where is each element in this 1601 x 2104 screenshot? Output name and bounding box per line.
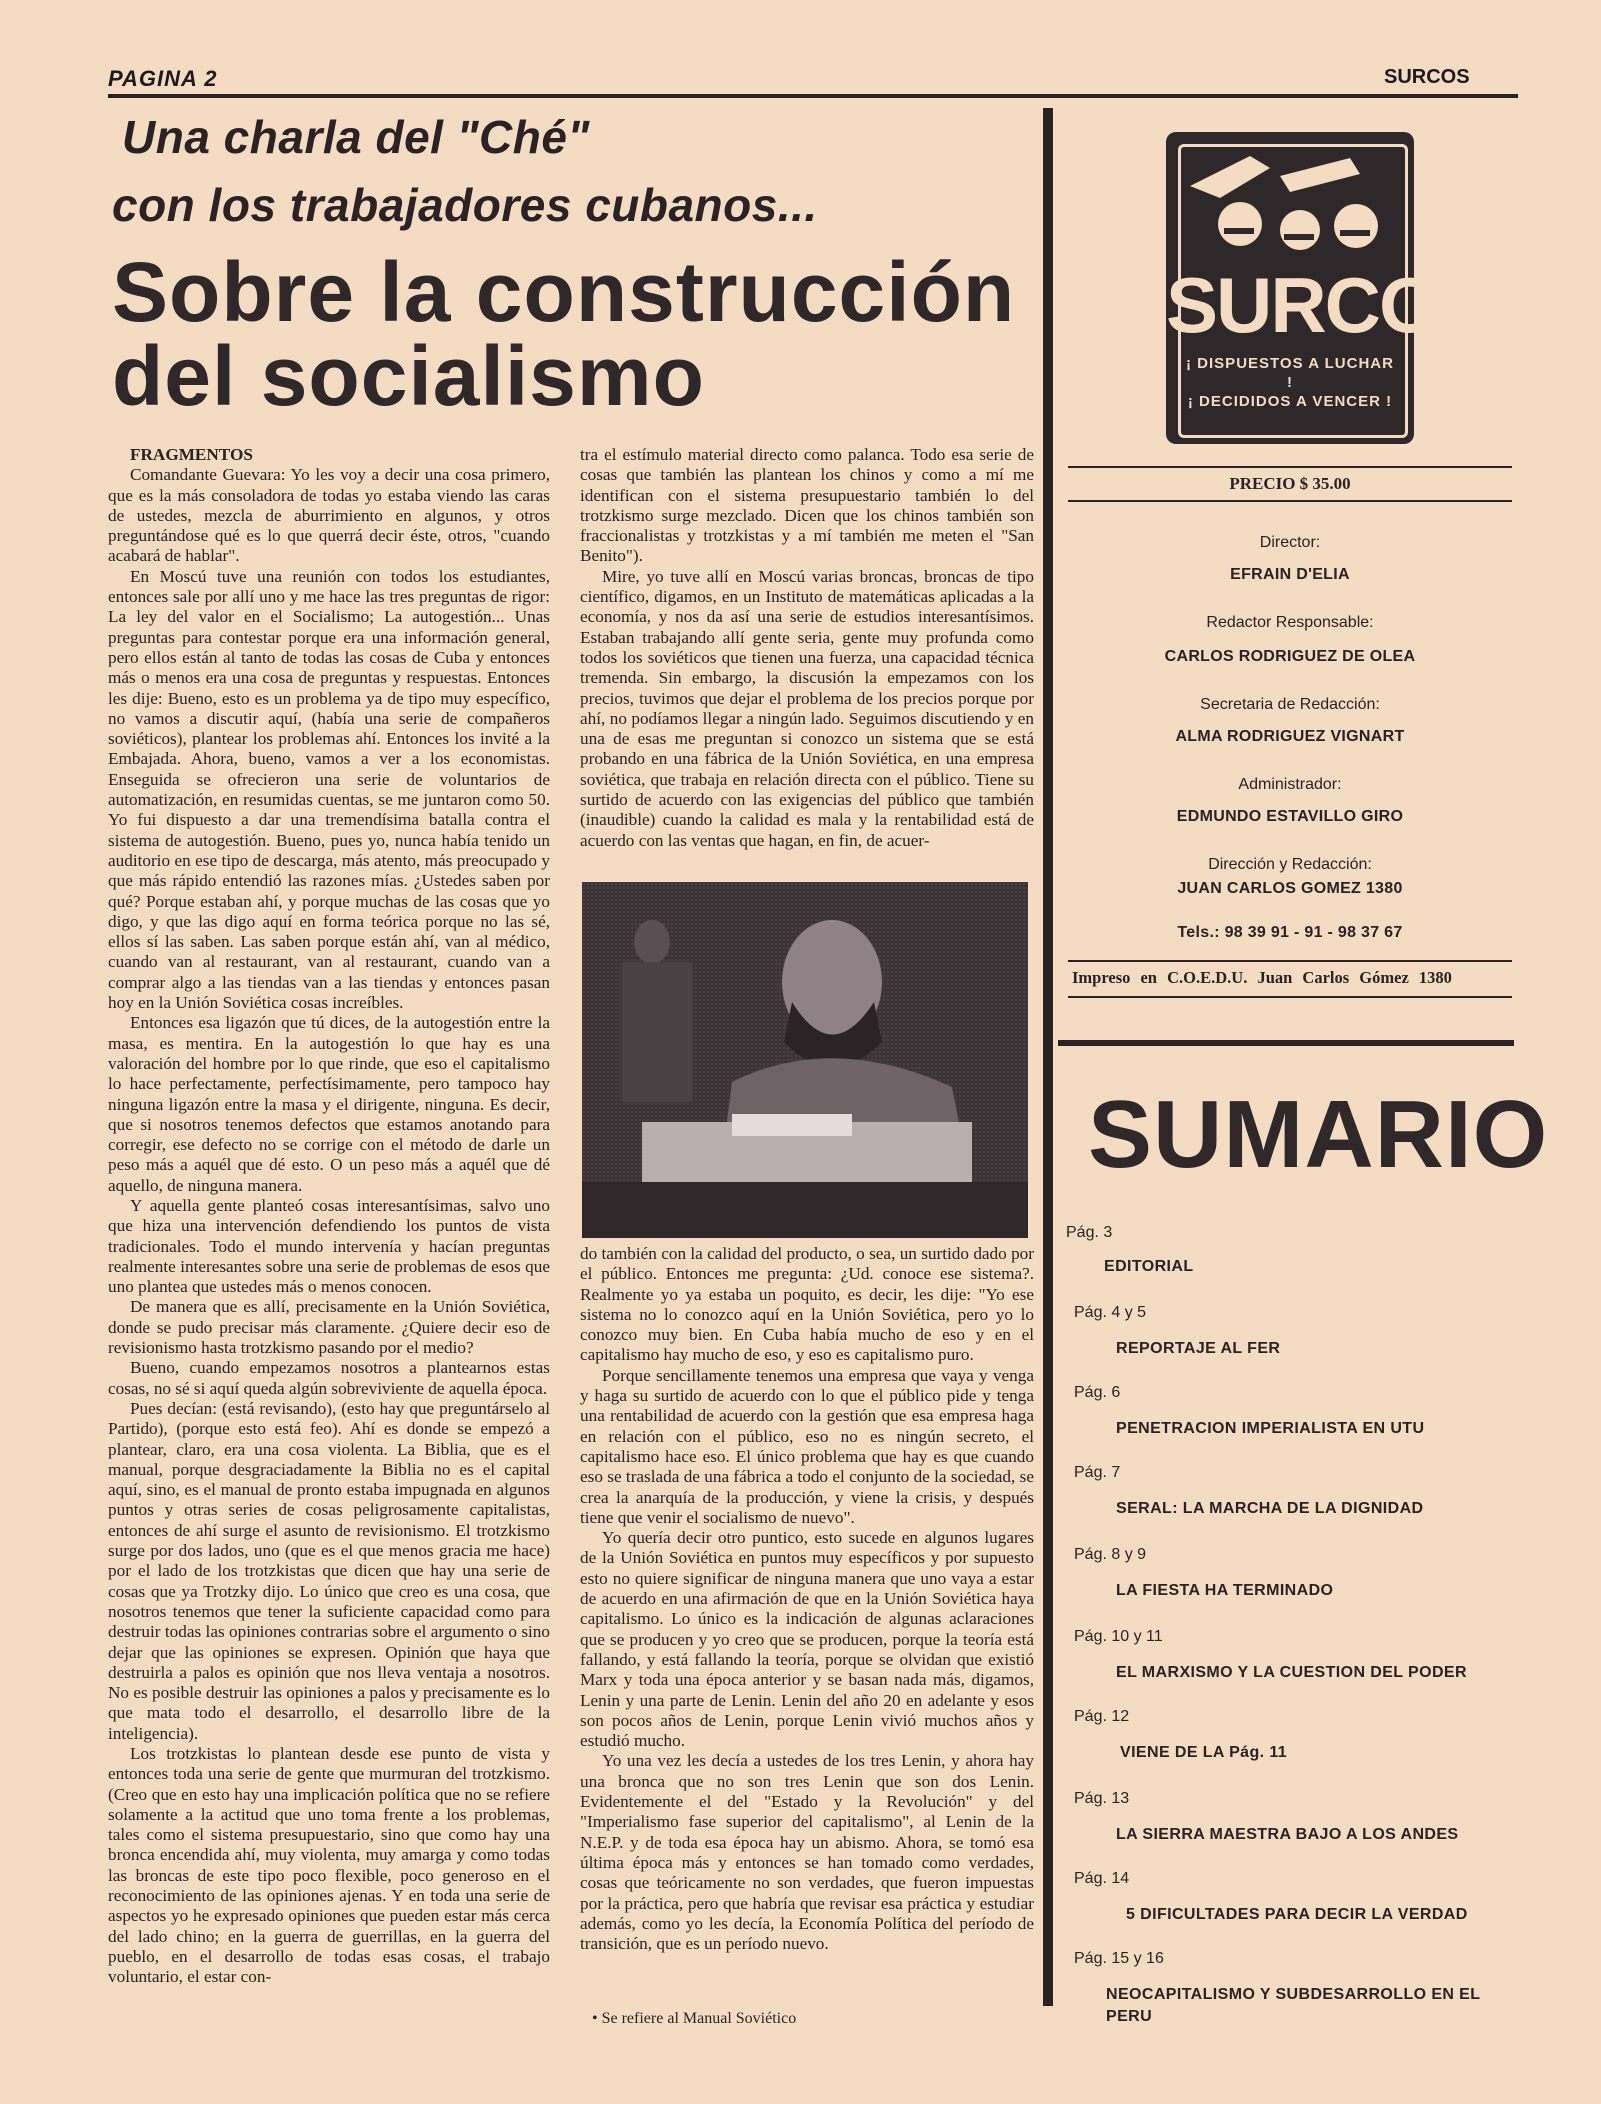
- top-rule: [108, 94, 1518, 98]
- director-name: EFRAIN D'ELIA: [1230, 566, 1350, 583]
- sumario-page: Pág. 13: [1074, 1790, 1130, 1807]
- paragraph: Entonces esa ligazón que tú dices, de la autogestión entre la masa, es mentira. En la autogestión lo que hay es una valoración del hombre por lo que rinde, que eso el capitalismo lo hace perfectamente, perfectísimamente, pero tampoco hay ninguna ligazón entre la masa y el dirigente, ninguna. Es decir, que si nosotros tenemos defectos que estamos anotando para corregir, ese defecto no se corrige con el método de darle un peso más a aquél que dé esto. O un peso más a aquél que dé aquello, de ninguna manera.: [108, 1013, 550, 1195]
- direccion-value: JUAN CARLOS GOMEZ 1380: [1177, 880, 1403, 897]
- secretaria-name: ALMA RODRIGUEZ VIGNART: [1175, 728, 1405, 745]
- paper-name-header: SURCOS: [1384, 66, 1470, 88]
- page-number-label: PAGINA 2: [108, 66, 218, 91]
- masthead-rule: [1068, 466, 1512, 468]
- sumario-entry-continued: PERU: [1106, 2008, 1153, 2025]
- article-column-2-top: [580, 445, 1034, 851]
- sumario-entry: EDITORIAL: [1104, 1258, 1194, 1275]
- sumario-entry: REPORTAJE AL FER: [1116, 1340, 1281, 1357]
- redactor-label: Redactor Responsable:: [1206, 614, 1374, 631]
- sumario-title: SUMARIO: [1088, 1081, 1549, 1188]
- headline-line2: del socialismo: [112, 329, 705, 423]
- admin-label: Administrador:: [1238, 776, 1342, 793]
- sumario-entry: VIENE DE LA Pág. 11: [1120, 1744, 1288, 1761]
- logo-motto-line2: ¡ DECIDIDOS A VENCER !: [1187, 393, 1393, 410]
- sumario-entry: NEOCAPITALISMO Y SUBDESARROLLO EN EL: [1106, 1986, 1481, 2003]
- sumario-page: Pág. 6: [1074, 1384, 1121, 1401]
- paragraph: Mire, yo tuve allí en Moscú varias broncas, broncas de tipo científico, digamos, en un Instituto de matemáticas aplicadas a la economía, y nos da así una serie de estudios interesantísimos. Estaban trabajando allí gente seria, gente muy profunda como todos los soviéticos que tienen una fuerza, una capacidad técnica tremenda. Sin embargo, la discusión la empezamos con los precios, tuvimos que dejar el problema de los precios porque por ahí, no podíamos llegar a ningún lado. Seguimos discutiendo y en una de esas me preguntan si conozco un sistema que se está probando en una fábrica de la Unión Soviética, en una empresa soviética, que trabaja en relación directa con el público. Tiene su surtido de acuerdo con las exigencias del público que también (inaudible) cuando la calidad es mala y la rentabilidad está de acuerdo con las ventas que hagan, en fin, de acuer-: [580, 566, 1034, 850]
- sumario-page: Pág. 15 y 16: [1074, 1950, 1164, 1967]
- article-kicker-line2: con los trabajadores cubanos...: [112, 179, 818, 231]
- sumario-entry: PENETRACION IMPERIALISTA EN UTU: [1116, 1420, 1425, 1437]
- sumario-entry: EL MARXISMO Y LA CUESTION DEL PODER: [1116, 1664, 1467, 1681]
- masthead-rule: [1068, 960, 1512, 962]
- sumario-top-rule: [1058, 1040, 1514, 1046]
- photo-illustration: [582, 882, 1028, 1238]
- article-kicker-line1: Una charla del "Ché": [122, 111, 590, 163]
- masthead-rule: [1068, 996, 1512, 998]
- sumario-entry: SERAL: LA MARCHA DE LA DIGNIDAD: [1116, 1500, 1424, 1517]
- paragraph: Los trotzkistas lo plantean desde ese punto de vista y entonces toda una serie de gente que murmuran del trotzkismo. (Creo que en esto hay una implicación política que no se refiere solamente a la actitud que uno toma frente a los problemas, tales como el sistema presupuestario, sino que como hay una bronca encendida ahí, muy violenta, muy amarga y como todas las broncas de este tipo poco flexible, poco generoso en el reconocimiento de las opiniones ajenas. Y en toda una serie de aspectos yo he expresado opiniones que pueden estar más cerca del lado chino; en la guerra de guerrillas, en la guerra del pueblo, en el desarrollo de todas esas cosas, el trabajo voluntario, el estar con-: [108, 1744, 550, 1987]
- sumario-page: Pág. 14: [1074, 1870, 1130, 1887]
- article-headline: [112, 245, 1032, 423]
- article-photo: [582, 882, 1028, 1238]
- paragraph: tra el estímulo material directo como palanca. Todo esa serie de cosas que también las plantean los chinos y como a mí me identifican con el sistema presupuestario también lo del trotzkismo surge mezclado. Dicen que los chinos también son fraccionalistas y trotzkistas y a mí también me meten el "San Benito").: [580, 445, 1034, 566]
- logo-motto: [1186, 354, 1394, 411]
- secretaria-label: Secretaria de Redacción:: [1200, 696, 1380, 713]
- sumario-page: Pág. 10 y 11: [1074, 1628, 1163, 1645]
- fragments-label: FRAGMENTOS: [130, 445, 253, 464]
- article-column-1: [108, 445, 550, 1988]
- headline-line1: Sobre la construcción: [112, 245, 1016, 339]
- footnote: • Se refiere al Manual Soviético: [592, 2010, 797, 2027]
- paragraph: De manera que es allí, precisamente en la Unión Soviética, donde se pudo precisar más claramente. ¿Quiere decir eso de revisionismo hasta trotzkismo pasando por el medio?: [108, 1297, 550, 1358]
- director-label: Director:: [1259, 534, 1321, 551]
- paragraph: Yo quería decir otro puntico, esto sucede en algunos lugares de la Unión Soviética en puntos muy específicos y por supuesto esto no quiere significar de ninguna manera que uno vaya a estar de acuerdo en una afirmación de que en la Unión Soviética haya capitalismo. Lo único es la indicación de algunas aclaraciones que se producen y yo creo que se producen, porque la teoría está fallando, y está fallando la teoría, porque se olvidan que existió Marx y toda una época anterior y se basan nada más, digamos, Lenin y una parte de Lenin. Lenin del año 20 en adelante y esos son pocos años de Lenin, porque Lenin vivió muchos años y estudió mucho.: [580, 1528, 1034, 1751]
- logo-motto-line1: ¡ DISPUESTOS A LUCHAR !: [1186, 355, 1394, 391]
- masthead-rule: [1068, 500, 1512, 502]
- price: PRECIO $ 35.00: [1229, 474, 1351, 493]
- sumario-page: Pág. 3: [1066, 1224, 1113, 1241]
- paragraph: Bueno, cuando empezamos nosotros a plantearnos estas cosas, no sé si aquí queda algún sobreviviente de aquella época.: [108, 1358, 550, 1398]
- paragraph: do también con la calidad del producto, o sea, un surtido dado por el público. Entonces me pregunta: ¿Ud. conoce ese sistema?. Realmente yo ya estaba un poquito, es decir, les dije: "Yo ese sistema no lo conozco aquí en la Unión Soviética, pero yo lo conozco muy bien. En Cuba había mucho de eso y en el capitalismo hay mucho de eso, y eso es capitalismo puro.: [580, 1244, 1034, 1365]
- logo-title: SURCOS: [1166, 261, 1488, 349]
- admin-name: EDMUNDO ESTAVILLO GIRO: [1176, 808, 1404, 825]
- logo-illustration: [1180, 146, 1400, 256]
- paragraph: Y aquella gente planteó cosas interesantísimas, salvo uno que hiza una intervención defendiendo los puntos de vista tradicionales. Todo el mundo intervenía y hacían preguntas realmente interesantes sobre una serie de problemas de esos que uno plantea que ustedes más o menos conocen.: [108, 1195, 550, 1297]
- column-divider: [1043, 108, 1053, 2006]
- sumario-entry: 5 DIFICULTADES PARA DECIR LA VERDAD: [1126, 1906, 1468, 1923]
- paragraph: Porque sencillamente tenemos una empresa que vaya y venga y haga su surtido de acuerdo con lo que el público pide y tenga una rentabilidad de acuerdo con la gestión que esa empresa haga en relación con el público, eso no es ningún secreto, el capitalismo hace eso. El único problema que hay es que cuando eso se traslada de una fábrica a todo el conjunto de la sociedad, se crea la anarquía de la producción, y viene la crisis, y después tiene que venir el socialismo de nuevo".: [580, 1365, 1034, 1527]
- telephones: Tels.: 98 39 91 - 91 - 98 37 67: [1177, 924, 1403, 941]
- sumario-entry: LA SIERRA MAESTRA BAJO A LOS ANDES: [1116, 1826, 1459, 1843]
- paragraph: Pues decían: (está revisando), (esto hay que preguntárselo al Partido), (porque esto está feo). Ahí es donde se empezó a plantear, claro, era una cosa violenta. La Biblia, que es el manual, porque desgraciadamente la Biblia no es el capital aquí, sino, es el manual de pronto estaba impugnada en algunos puntos y otras series de cosas peligrosamente capitalistas, entonces de ahí surge el asunto de revisionismo. El trotzkismo surge por dos lados, uno (que es el que menos gracia me hace) por el lado de los trotzkistas que dicen que hay una serie de cosas que ya Trotzky dijo. Lo único que creo es una cosa, que nosotros tenemos que tener la suficiente capacidad como para destruir todas las opiniones contrarias sobre el argumento o sino dejar que las opiniones se expresen. Opinión que haya que destruirla a palos es opinión que nos lleva ventaja a nosotros. No es posible destruir las opiniones a palos y precisamente es lo que mata todo el desarrollo, el desarrollo libre de la inteligencia).: [108, 1398, 550, 1743]
- sumario-page: Pág. 8 y 9: [1074, 1546, 1147, 1563]
- paragraph: En Moscú tuve una reunión con todos los estudiantes, entonces sale por allí uno y me hace las tres preguntas de rigor: La ley del valor en el Socialismo; La autogestión... Unas preguntas para contestar porque era una información general, pero ellos están al tanto de todas las cosas de Cuba y entonces más o menos era una cosa de preguntas y respuestas. Entonces les dije: Bueno, esto es un problema ya de tipo muy específico, no vamos a discutir aquí, (había una serie de compañeros soviéticos), plantear los problemas ahí. Entonces los invité a la Embajada. Ahora, bueno, vamos a ver a los economistas. Enseguida se ofrecieron una serie de voluntarios de automatización, en resumidas cuentas, se me juntaron como 50. Yo fui dispuesto a dar una tremendísima batalla contra el sistema de autogestión. Bueno, pues yo, nunca había tenido un auditorio en ese tipo de descarga, más atento, más preocupado y que más rápido entendió las razones mías. ¿Ustedes saben por qué? Porque estaban ahí, y porque muchas de las cosas que yo digo, y que las digo aquí en forma teórica porque no las sé, ellos sí las saben. Las saben porque están ahí, van al médico, cuando van al restaurant, van al restaurant, cuando van a comprar algo a las tiendas van a las tiendas y entonces pasan hoy en la Unión Soviética cosas increíbles.: [108, 566, 550, 1013]
- sumario-page: Pág. 7: [1074, 1464, 1121, 1481]
- redactor-name: CARLOS RODRIGUEZ DE OLEA: [1164, 648, 1416, 665]
- paragraph: Yo una vez les decía a ustedes de los tres Lenin, y ahora hay una bronca que no son tres Lenin que son dos Lenin. Evidentemente el del "Estado y la Revolución" y del "Imperialismo fase superior del capitalismo", al Lenin de la N.E.P. y de toda esa época hay un abismo. Ahora, se tomó esa última época más y entonces se han tomado como verdades, cosas que teóricamente no son verdades, que fueron impuestas por la práctica, pero que habría que revisar esa práctica y estudiar además, como yo les decía, la Economía Política del período de transición, que es un período nuevo.: [580, 1751, 1034, 1954]
- sumario-page: Pág. 4 y 5: [1074, 1304, 1147, 1321]
- sumario-entry: LA FIESTA HA TERMINADO: [1116, 1582, 1334, 1599]
- direccion-label: Dirección y Redacción:: [1208, 856, 1372, 873]
- sumario-page: Pág. 12: [1074, 1708, 1130, 1725]
- paragraph: Comandante Guevara: Yo les voy a decir una cosa primero, que es la más consoladora de todas yo estaba viendo las caras de ustedes, mezcla de aburrimiento en algunos, y otros preguntándose qué es lo que querrá decir éste, otros, "cuando acabará de hablar".: [108, 465, 550, 566]
- surcos-logo: [1166, 132, 1488, 444]
- printer-info: Impreso en C.O.E.D.U. Juan Carlos Gómez 1380: [1072, 968, 1452, 987]
- article-column-2-bottom: [580, 1244, 1034, 1954]
